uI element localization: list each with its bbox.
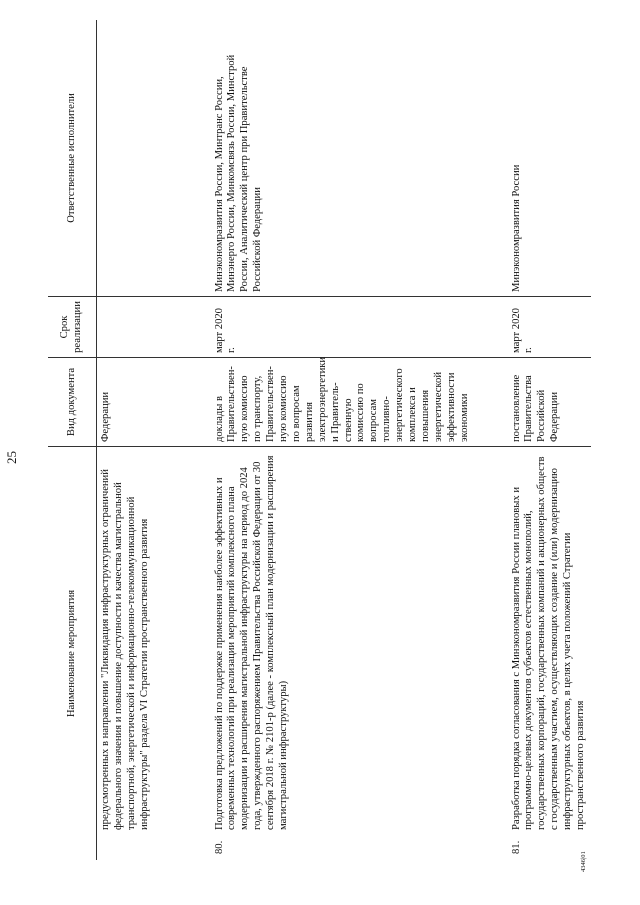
row-number: 81. [510,840,522,854]
row-name-text: предусмотренных в направлении "Ликвидация инфраструктурных ограничений федерального значения и повышение доступности и качества магистральной транспортной, энергетической и информационно-телекоммуникационной инфраструктуры" раздела VI Стратегии пространственного развития [100,469,150,830]
table-header-row [48,20,97,860]
cell-responsible: Минэкономразвития России, Минтранс России, Минэнерго России, Минкомсвязь России, Минстрой России, Аналитический центр при Правительстве Российской Федерации [211,20,508,297]
header-doc-type: Вид документа [48,358,97,447]
table-row [508,20,591,860]
header-name: Наименование мероприятия [48,447,97,861]
cell-term: март 2020 г. [211,297,508,358]
cell-term: март 2020 г. [508,297,591,358]
events-table [48,20,591,860]
cell-term [97,297,211,358]
table-row [211,20,508,860]
cell-doc-type: доклады в Правительствен-ную комиссию по транспорту, Правительствен-ную комиссию по вопросам развития электроэнергетики и Правитель-ственную комиссию по вопросам топливно-энергетического комплекса и повышения энергетической эффективности экономики [211,358,508,447]
cell-responsible [97,20,211,297]
header-term: Срок реализации [48,297,97,358]
row-name-text: Разработка порядка согласования с Минэкономразвития России плановых и программно-целевых документов субъектов естественных монополий, государственных корпораций, государственных компаний и акционерных обществ с государственным участием, осуществляющих создание и (или) модернизацию инфраструктурных объектов, в целях учета положений Стратегии пространственного развития [510,456,587,830]
cell-responsible: Минэкономразвития России [508,20,591,297]
table-row [97,20,211,860]
cell-name [508,447,591,861]
page-number: 25 [4,451,19,464]
cell-doc-type: Федерации [97,358,211,447]
row-number: 80. [213,840,225,854]
cell-name [97,447,211,861]
rotated-content [4,54,598,860]
cell-doc-type: постановление Правительства Российской Федерации [508,358,591,447]
header-responsible: Ответственные исполнители [48,20,97,297]
document-code: 4346|01 [580,851,587,872]
cell-name [211,447,508,861]
row-name-text: Подготовка предложений по поддержке применения наиболее эффективных и современных технологий при реализации мероприятий комплексного плана модернизации и расширения магистральной инфраструктуры на период до 2024 года, утвержденного распоряжением Правительства Российской Федерации от 30 сентября 2018 г. № 2101-р (далее - комплексный план модернизации и расширения магистральной инфраструктуры) [213,455,290,830]
